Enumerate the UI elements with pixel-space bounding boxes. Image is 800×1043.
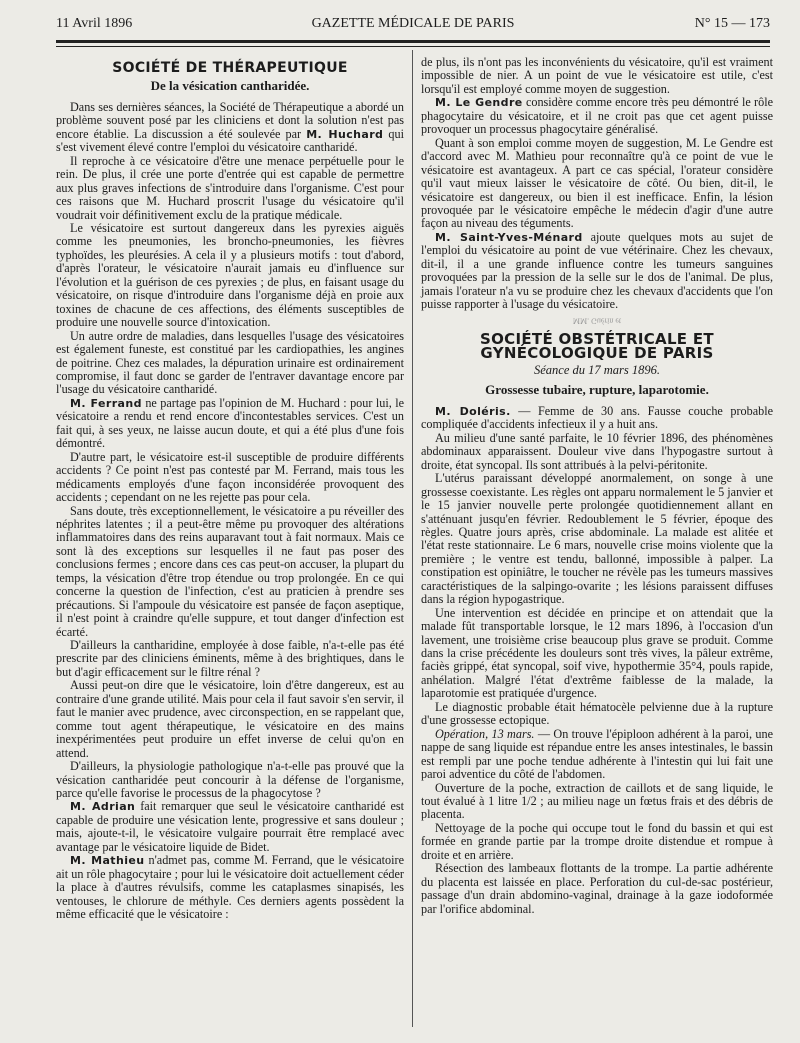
paragraph: Dans ses dernières séances, la Société de Thérapeutique a abordé un problème souvent posé par les cliniciens et dont la solution n'est pas encore établie. La discussion a été soulevée par M. Huchard qui s'est vivement élevé contre l'emploi du vésicatoire cantharidé. <box>56 99 404 155</box>
paragraph: M. Le Gendre considère comme encore très peu démontré le rôle phagocytaire du vésicatoire, et il ne croit pas que cet agent puisse provoquer un processus phagocytaire généralisé. <box>421 95 773 137</box>
issue-page-number: N° 15 — 173 <box>694 16 770 31</box>
header-rule-thick <box>56 40 770 43</box>
bleed-through-text: MM. Guérin et <box>572 316 622 326</box>
section-title-therapeutique: SOCIÉTÉ DE THÉRAPEUTIQUE <box>112 60 348 76</box>
article-subtitle: Grossesse tubaire, rupture, laparotomie. <box>485 382 709 398</box>
column-separator <box>412 50 413 1027</box>
paragraph: Sans doute, très exceptionnellement, le vésicatoire a pu réveiller des néphrites latentes ; il a peut-être même pu provoquer des altérations inflammatoires dans des reins auparavant tout à fait normaux. Mais ce sont là des exceptions sur lesquelles il ne faut pas poser des conclusions fermes ; encore dans ces cas peut-on accuser, la plupart du temps, la vésication d'être trop étendue ou trop prolongée. En ce qui concerne la question de l'infection, c'est au praticien à prendre ses précautions. Si l'ampoule du vésicatoire est pansée de façon aseptique, il n'est point à craindre qu'elle suppure, et tout danger d'infection est écarté. <box>56 503 404 639</box>
header-rule-thin <box>56 46 770 47</box>
left-column <box>56 56 404 922</box>
paragraph: Opération, 13 mars. — On trouve l'épiploon adhérent à la paroi, une nappe de sang liquide est répandue entre les anses intestinales, le bassin est rempli par une poche tendue adhérente à l'intestin qui lui fait une paroi adventice du côté de l'abdomen. <box>421 726 774 782</box>
journal-title: GAZETTE MÉDICALE DE PARIS <box>311 16 515 31</box>
speaker-name: M. Mathieu <box>70 854 145 868</box>
paragraph: M. Doléris. — Femme de 30 ans. Fausse couche probable compliquée d'accidents infectieux il y a huit ans. <box>421 403 773 432</box>
paragraph: Quant à son emploi comme moyen de suggestion, M. Le Gendre est d'accord avec M. Mathieu pour reconnaître qu'à ce point de vue le vésicatoire est avantageux. A part ce cas spécial, l'orateur considère qu'il vaut mieux laisser le vésicatoire de côté. Ou bien, dit-il, le vésicatoire est dangereux, ou bien il est inefficace. Enfin, la lésion provoquée par le vésicatoire empêche le médecin d'agir d'une autre façon au niveau des téguments. <box>421 135 773 231</box>
speaker-name: M. Ferrand <box>70 396 142 410</box>
paragraph: Un autre ordre de maladies, dans lesquelles l'usage des vésicatoires est également funeste, est constitué par les cardiopathies, les angines de poitrine. Chez ces malades, la dépuration urinaire est ordinairement compromise, il faut donc se garder de l'entraver davantage encore par l'usage du vésicatoire cantharidé. <box>56 328 404 397</box>
speaker-name: M. Doléris. <box>435 404 511 418</box>
section-title-obstetricale: SOCIÉTÉ OBSTÉTRICALE ET GYNÉCOLOGIQUE DE PARIS <box>480 330 714 362</box>
paragraph: D'autre part, le vésicatoire est-il susceptible de produire différents accidents ? Ce point n'est pas contesté par M. Ferrand, mais tous les médicaments employés d'une façon inconsidérée provoquent des accidents ; cependant on ne les rejette pas pour cela. <box>56 449 404 505</box>
paragraph: M. Ferrand ne partage pas l'opinion de M. Huchard : pour lui, le vésicatoire a rendu et rend encore d'incontestables services. C'est un fait qui, à ses yeux, ne laisse aucun doute, et qui a été plus d'une fois démontré. <box>56 395 405 451</box>
article-subtitle: De la vésication cantharidée. <box>150 78 310 94</box>
paragraph: L'utérus paraissant développé anormalement, on songe à une grossesse coexistante. Les règles ont apparu normalement le 5 janvier et le 15 janvier nouvelle perte prolongée quotidiennement allant en s'atténuant jusqu'en février. Redoublement le 5 février, époque des règles. Quatre jours après, crise abdominale. La malade est alitée et l'état reste stationnaire. Le 6 mars, nouvelle crise moins violente que la première ; le ventre est tendu, ballonné, impossible à palper. La constipation est opiniâtre, le toucher ne révèle pas les tumeurs massives caractéristiques de la salpingo-ovarite ; les lésions paraissent diffuses dans la région hypogastrique. <box>421 471 773 607</box>
paragraph: Une intervention est décidée en principe et on attendait que la malade fût transportable lorsque, le 12 mars 1896, à l'occasion d'un lavement, une troisième crise beaucoup plus grave se produit. Comme dans la crise précédente les douleurs sont très vives, la pâleur extrême, faciès grippé, état syncopal, soif vive, hypothermie 35°4, pouls rapide, anhélation. Malgré l'état d'extrême faiblesse de la malade, la laparotomie est pratiquée d'urgence. <box>421 605 773 701</box>
paragraph: Aussi peut-on dire que le vésicatoire, loin d'être dangereux, est au contraire d'une grande utilité. Mais pour cela il faut savoir s'en servir, il faut le manier avec prudence, avec circonspection, en se rappelant que, comme tout agent thérapeutique, le vésicatoire en des mains inexpérimentées peut produire un effet inverse de celui qu'on en attend. <box>56 678 404 760</box>
paragraph: M. Adrian fait remarquer que seul le vésicatoire cantharidé est capable de produire une vésication lente, progressive et sans douleur ; mais, ajoute-t-il, le vésicatoire vulgaire pourrait être remplacé avec avantage par le vésicatoire liquide de Bidet. <box>56 799 404 854</box>
issue-date: 11 Avril 1896 <box>56 16 133 31</box>
session-date: Séance du 17 mars 1896. <box>533 362 661 377</box>
speaker-name: M. Huchard <box>306 127 384 141</box>
right-column <box>421 56 773 916</box>
paragraph: M. Saint-Yves-Ménard ajoute quelques mots au sujet de l'emploi du vésicatoire au point de vue vétérinaire. Chez les chevaux, dit-il, il a une grande influence contre les tumeurs sanguines provoquées par la pression de la selle sur le dos de l'animal. De plus, jamais l'orateur n'a vu se produire chez les chevaux d'accidents que l'on puisse rapporter à l'usage du vésicatoire. <box>421 229 773 312</box>
paragraph: Nettoyage de la poche qui occupe tout le fond du bassin et qui est formée en grande partie par la trompe droite distendue et rompue à droite et en arrière. <box>421 820 773 862</box>
paragraph: M. Mathieu n'admet pas, comme M. Ferrand, que le vésicatoire ait un rôle phagocytaire ; pour lui le vésicatoire doit actuellement céder la place à d'autres révulsifs, comme les cataplasmes sinapisés, les ventouses, le chlorure de méthyle. Ces derniers agents possèdent la même efficacité que le vésicatoire : <box>56 853 405 922</box>
operation-date: Opération, 13 mars. <box>435 726 535 741</box>
speaker-name: M. Adrian <box>70 800 136 814</box>
speaker-name: M. Saint-Yves-Ménard <box>435 230 583 244</box>
paragraph: Il reproche à ce vésicatoire d'être une menace perpétuelle pour le rein. De plus, il crée une porte d'entrée qui est capable de permettre aux plus graves infections de s'introduire dans l'organisme. C'est pour ces raisons que M. Huchard proscrit l'usage du vésicatoire qu'il voudrait voir définitivement exclu de la pratique médicale. <box>56 153 404 222</box>
paragraph: D'ailleurs la cantharidine, employée à dose faible, n'a-t-elle pas été prescrite par des cliniciens éminents, même à des brightiques, dans le but d'agir efficacement sur le filtre rénal ? <box>56 638 404 679</box>
page-header <box>56 14 770 36</box>
paragraph: Le diagnostic probable était hématocèle pelvienne due à la rupture d'une grossesse ectopique. <box>421 699 773 728</box>
paragraph: Au milieu d'une santé parfaite, le 10 février 1896, des phénomènes abdominaux apparaissent. Douleur vive dans l'hypogastre surtout à droite, état syncopal. Ils sont attribués à la pelvi-péritonite. <box>421 430 773 472</box>
paragraph: Résection des lambeaux flottants de la trompe. La partie adhérente du placenta est laissée en place. Perforation du cul-de-sac postérieur, passage d'un drain abdomino-vaginal, drainage à la gaze iodoformée par l'orifice abdominal. <box>421 861 773 916</box>
paragraph: Ouverture de la poche, extraction de caillots et de sang liquide, le tout évalué à 1 litre 1/2 ; au milieu nage un fœtus frais et des débris de placenta. <box>421 780 773 822</box>
paragraph: D'ailleurs, la physiologie pathologique n'a-t-elle pas prouvé que la vésication cantharidée peut concourir à la défense de l'organisme, parce qu'elle favorise le processus de la phagocytose ? <box>56 759 404 801</box>
speaker-name: M. Le Gendre <box>435 96 523 110</box>
paragraph: Le vésicatoire est surtout dangereux dans les pyrexies aiguës comme les pneumonies, les broncho-pneumonies, les fièvres typhoïdes, les pleurésies. A cela il y a plusieurs motifs : tout d'abord, d'après l'orateur, le vésicatoire n'aurait jamais eu d'influence sur l'évolution et la guérison de ces pyrexies ; de plus, en faisant usage du vésicatoire, on risque d'introduire dans l'organisme déjà en proie aux toxines de chacune de ces affections, des éléments susceptibles de produire une nouvelle source d'intoxication. <box>56 220 404 330</box>
paragraph: de plus, ils n'ont pas les inconvénients du vésicatoire, qu'il est vraiment impossible de nier. A un point de vue le vésicatoire est utile, c'est lorsqu'il est employé comme moyen de suggestion. <box>421 55 773 96</box>
